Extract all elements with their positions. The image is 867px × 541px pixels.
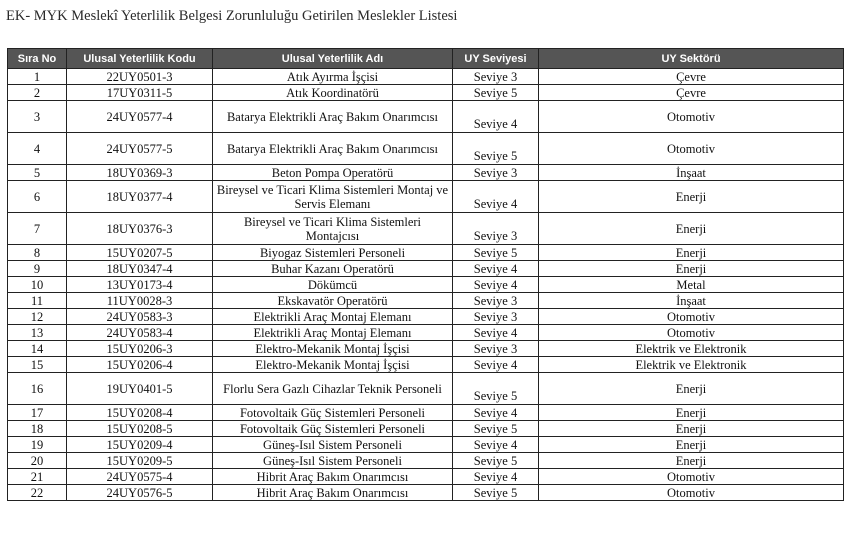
cell-ad: Ekskavatör Operatörü (213, 293, 453, 309)
cell-kod: 15UY0208-5 (67, 421, 213, 437)
cell-sira-no: 22 (8, 485, 67, 501)
cell-ad: Buhar Kazanı Operatörü (213, 261, 453, 277)
cell-sektor: Otomotiv (539, 469, 844, 485)
table-row (8, 309, 844, 325)
table-row (8, 485, 844, 501)
cell-seviye: Seviye 5 (453, 485, 539, 501)
cell-sira-no: 10 (8, 277, 67, 293)
cell-seviye: Seviye 4 (453, 181, 539, 213)
cell-sira-no: 3 (8, 101, 67, 133)
cell-ad: Fotovoltaik Güç Sistemleri Personeli (213, 405, 453, 421)
cell-sira-no: 17 (8, 405, 67, 421)
column-header-sektor: UY Sektörü (539, 49, 844, 69)
cell-ad: Bireysel ve Ticari Klima Sistemleri Montaj ve Servis Elemanı (213, 181, 453, 213)
cell-ad: Güneş-Isıl Sistem Personeli (213, 437, 453, 453)
cell-sira-no: 6 (8, 181, 67, 213)
cell-sira-no: 15 (8, 357, 67, 373)
cell-kod: 11UY0028-3 (67, 293, 213, 309)
page-title: EK- MYK Meslekî Yeterlilik Belgesi Zorunluluğu Getirilen Meslekler Listesi (6, 8, 458, 24)
cell-sira-no: 19 (8, 437, 67, 453)
cell-kod: 15UY0209-5 (67, 453, 213, 469)
cell-sektor: Çevre (539, 69, 844, 85)
table-row (8, 293, 844, 309)
cell-seviye: Seviye 5 (453, 373, 539, 405)
cell-kod: 22UY0501-3 (67, 69, 213, 85)
cell-sektor: Enerji (539, 453, 844, 469)
table-row (8, 181, 844, 213)
cell-seviye: Seviye 5 (453, 133, 539, 165)
cell-kod: 15UY0209-4 (67, 437, 213, 453)
cell-kod: 18UY0377-4 (67, 181, 213, 213)
cell-kod: 17UY0311-5 (67, 85, 213, 101)
cell-sektor: Otomotiv (539, 133, 844, 165)
table-row (8, 277, 844, 293)
cell-seviye: Seviye 4 (453, 357, 539, 373)
cell-sektor: Çevre (539, 85, 844, 101)
table-row (8, 453, 844, 469)
column-header-ad: Ulusal Yeterlilik Adı (213, 49, 453, 69)
cell-seviye: Seviye 5 (453, 453, 539, 469)
cell-sektor: Enerji (539, 181, 844, 213)
column-header-seviye: UY Seviyesi (453, 49, 539, 69)
cell-sektor: Metal (539, 277, 844, 293)
table-row (8, 261, 844, 277)
table-row (8, 69, 844, 85)
cell-sektor: Otomotiv (539, 325, 844, 341)
cell-sira-no: 16 (8, 373, 67, 405)
cell-seviye: Seviye 3 (453, 341, 539, 357)
cell-sira-no: 5 (8, 165, 67, 181)
cell-ad: Hibrit Araç Bakım Onarımcısı (213, 485, 453, 501)
cell-sektor: Otomotiv (539, 309, 844, 325)
cell-kod: 24UY0583-4 (67, 325, 213, 341)
cell-sira-no: 2 (8, 85, 67, 101)
cell-seviye: Seviye 4 (453, 277, 539, 293)
cell-kod: 18UY0376-3 (67, 213, 213, 245)
cell-ad: Batarya Elektrikli Araç Bakım Onarımcısı (213, 133, 453, 165)
cell-sira-no: 12 (8, 309, 67, 325)
cell-ad: Elektrikli Araç Montaj Elemanı (213, 309, 453, 325)
cell-seviye: Seviye 3 (453, 213, 539, 245)
table-row (8, 437, 844, 453)
cell-seviye: Seviye 3 (453, 293, 539, 309)
cell-sektor: Enerji (539, 421, 844, 437)
table-row (8, 101, 844, 133)
cell-ad: Atık Ayırma İşçisi (213, 69, 453, 85)
cell-ad: Atık Koordinatörü (213, 85, 453, 101)
cell-seviye: Seviye 4 (453, 469, 539, 485)
cell-kod: 18UY0347-4 (67, 261, 213, 277)
cell-kod: 24UY0577-5 (67, 133, 213, 165)
cell-sira-no: 11 (8, 293, 67, 309)
table-row (8, 245, 844, 261)
cell-kod: 15UY0206-4 (67, 357, 213, 373)
cell-ad: Bireysel ve Ticari Klima Sistemleri Montajcısı (213, 213, 453, 245)
cell-ad: Beton Pompa Operatörü (213, 165, 453, 181)
table-row (8, 213, 844, 245)
cell-ad: Hibrit Araç Bakım Onarımcısı (213, 469, 453, 485)
cell-kod: 18UY0369-3 (67, 165, 213, 181)
cell-sektor: Elektrik ve Elektronik (539, 341, 844, 357)
cell-sektor: İnşaat (539, 293, 844, 309)
cell-sektor: Otomotiv (539, 101, 844, 133)
column-header-sira-no: Sıra No (8, 49, 67, 69)
cell-sira-no: 13 (8, 325, 67, 341)
cell-kod: 15UY0208-4 (67, 405, 213, 421)
cell-ad: Elektrikli Araç Montaj Elemanı (213, 325, 453, 341)
table-body (8, 69, 844, 501)
cell-sira-no: 9 (8, 261, 67, 277)
occupations-table (7, 48, 844, 501)
cell-sektor: Elektrik ve Elektronik (539, 357, 844, 373)
cell-seviye: Seviye 5 (453, 245, 539, 261)
cell-sektor: Enerji (539, 437, 844, 453)
cell-sira-no: 8 (8, 245, 67, 261)
cell-sira-no: 1 (8, 69, 67, 85)
cell-ad: Elektro-Mekanik Montaj İşçisi (213, 357, 453, 373)
cell-seviye: Seviye 4 (453, 325, 539, 341)
cell-ad: Biyogaz Sistemleri Personeli (213, 245, 453, 261)
cell-sektor: Enerji (539, 373, 844, 405)
cell-kod: 24UY0575-4 (67, 469, 213, 485)
cell-ad: Güneş-Isıl Sistem Personeli (213, 453, 453, 469)
cell-sektor: Enerji (539, 405, 844, 421)
cell-sira-no: 14 (8, 341, 67, 357)
cell-seviye: Seviye 3 (453, 165, 539, 181)
cell-kod: 24UY0583-3 (67, 309, 213, 325)
cell-sektor: Enerji (539, 245, 844, 261)
cell-sektor: Enerji (539, 261, 844, 277)
cell-seviye: Seviye 4 (453, 405, 539, 421)
cell-sira-no: 20 (8, 453, 67, 469)
cell-seviye: Seviye 4 (453, 101, 539, 133)
table-row (8, 341, 844, 357)
cell-kod: 24UY0577-4 (67, 101, 213, 133)
cell-sira-no: 21 (8, 469, 67, 485)
table-row (8, 133, 844, 165)
column-header-kod: Ulusal Yeterlilik Kodu (67, 49, 213, 69)
table-row (8, 405, 844, 421)
table-row (8, 165, 844, 181)
cell-ad: Fotovoltaik Güç Sistemleri Personeli (213, 421, 453, 437)
cell-kod: 19UY0401-5 (67, 373, 213, 405)
table-row (8, 373, 844, 405)
table-row (8, 469, 844, 485)
cell-seviye: Seviye 5 (453, 85, 539, 101)
table-row (8, 421, 844, 437)
cell-kod: 15UY0206-3 (67, 341, 213, 357)
cell-kod: 15UY0207-5 (67, 245, 213, 261)
table-row (8, 85, 844, 101)
cell-seviye: Seviye 4 (453, 437, 539, 453)
cell-sektor: Otomotiv (539, 485, 844, 501)
cell-sira-no: 18 (8, 421, 67, 437)
cell-seviye: Seviye 5 (453, 421, 539, 437)
cell-sektor: Enerji (539, 213, 844, 245)
cell-seviye: Seviye 4 (453, 261, 539, 277)
cell-ad: Florlu Sera Gazlı Cihazlar Teknik Personeli (213, 373, 453, 405)
cell-kod: 13UY0173-4 (67, 277, 213, 293)
cell-sektor: İnşaat (539, 165, 844, 181)
cell-sira-no: 4 (8, 133, 67, 165)
cell-ad: Batarya Elektrikli Araç Bakım Onarımcısı (213, 101, 453, 133)
cell-kod: 24UY0576-5 (67, 485, 213, 501)
table-header-row (8, 49, 844, 69)
table-row (8, 325, 844, 341)
table-row (8, 357, 844, 373)
cell-ad: Elektro-Mekanik Montaj İşçisi (213, 341, 453, 357)
cell-ad: Dökümcü (213, 277, 453, 293)
cell-seviye: Seviye 3 (453, 69, 539, 85)
cell-sira-no: 7 (8, 213, 67, 245)
cell-seviye: Seviye 3 (453, 309, 539, 325)
